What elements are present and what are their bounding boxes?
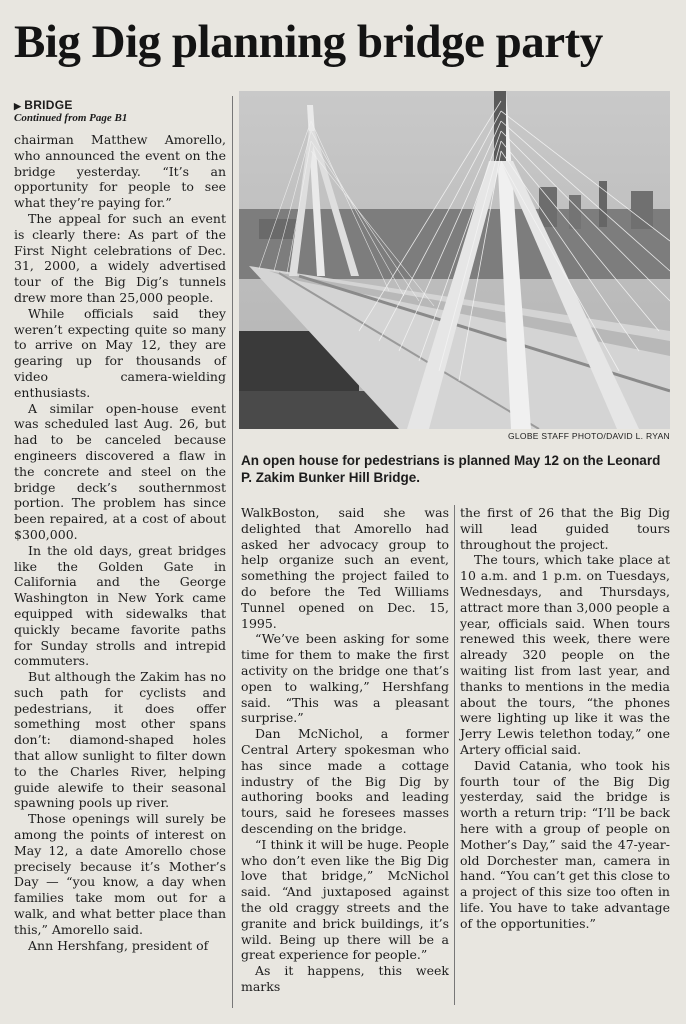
paragraph: WalkBoston, said she was delighted that Amorello had asked her advocacy group to help organize such an event, something the project failed to do before the Ted Williams Tunnel opened on Dec. 15, 1995. <box>241 505 449 631</box>
paragraph: Ann Hershfang, president of <box>28 937 209 953</box>
kicker-label: BRIDGE <box>24 98 73 112</box>
paragraph: “We’ve been asking for some time for them to make the first activity on the bridge one that’s open to walking,” Hershfang said. “This was a pleasant surprise.” <box>241 631 449 726</box>
article-column-2 <box>241 505 449 995</box>
bridge-illustration <box>239 91 670 429</box>
paragraph: the first of 26 that the Big Dig will lead guided tours throughout the project. <box>460 505 670 552</box>
column-divider <box>232 96 233 1008</box>
paragraph: As it happens, this week marks <box>241 963 449 994</box>
article-column-3 <box>460 505 670 932</box>
column-divider <box>454 505 455 1005</box>
photo-caption: An open house for pedestrians is planned May 12 on the Leonard P. Zakim Bunker Hill Bridge. <box>241 453 661 485</box>
triangle-icon: ▶ <box>14 101 22 111</box>
section-kicker <box>14 98 73 112</box>
paragraph: Dan McNichol, a former Central Artery spokesman who has since made a cottage industry of the Big Dig by authoring books and leading tours, said he foresees masses descending on the bridge. <box>241 726 449 836</box>
photo-credit: GLOBE STAFF PHOTO/DAVID L. RYAN <box>507 431 670 441</box>
paragraph: “I think it will be huge. People who don’t even like the Big Dig love that bridge,” McNichol said. “And juxtaposed against the old craggy streets and the granite and brick buildings, it’s wild. Being up there will be a great experience for people.” <box>241 836 449 963</box>
headline: Big Dig planning bridge party <box>14 16 603 68</box>
paragraph: The appeal for such an event is clearly there: As part of the First Night celebrations of Dec. 31, 2000, a widely advertised tour of the Big Dig’s tunnels drew more than 25,000 people. <box>14 210 226 305</box>
paragraph: David Catania, who took his fourth tour of the Big Dig yesterday, said the bridge is worth a return trip: “I’ll be back here with a group of people on Mother’s Day,” said the 47-year-old Dorchester man, camera in hand. “You can’t get this close to a project of this size too often in life. You have to take advantage of the opportunities.” <box>460 757 670 931</box>
paragraph: While officials said they weren’t expecting quite so many to arrive on May 12, they are gearing up for thousands of video camera-wielding enthusiasts. <box>14 305 226 400</box>
article-column-1 <box>14 132 226 953</box>
paragraph: But although the Zakim has no such path for cyclists and pedestrians, it does offer something most other spans don’t: diamond-shaped holes that allow sunlight to filter down to the Charles River, helping guide alewife to their seasonal spawning pools up river. <box>14 669 226 811</box>
paragraph: The tours, which take place at 10 a.m. and 1 p.m. on Tuesdays, Wednesdays, and Thursdays, attract more than 3,000 people a year, officials said. When tours renewed this week, there were already 320 people on the waiting list from last year, and thanks to mentions in the media about the tours, “the phones were lighting up like it was the Jerry Lewis telethon today,” one Artery official said. <box>460 552 670 757</box>
paragraph: Those openings will surely be among the points of interest on May 12, a date Amorello chose precisely because it’s Mother’s Day — “you know, a day when families take mom out for a walk, and what better place than this,” Amorello said. <box>14 811 226 937</box>
paragraph: A similar open-house event was scheduled last Aug. 26, but had to be canceled because engineers discovered a flaw in the concrete and steel on the bridge deck’s southernmost portion. The problem has since been repaired, at a cost of about $300,000. <box>14 400 226 542</box>
paragraph: In the old days, great bridges like the Golden Gate in California and the George Washington in New York came equipped with sidewalks that quickly became favorite paths for Sunday strolls and intrepid commuters. <box>14 542 226 669</box>
continued-line: Continued from Page B1 <box>14 112 128 124</box>
paragraph: chairman Matthew Amorello, who announced the event on the bridge yesterday. “It’s an opportunity for people to see what they’re paying for.” <box>14 132 226 211</box>
bridge-photo <box>239 91 670 429</box>
